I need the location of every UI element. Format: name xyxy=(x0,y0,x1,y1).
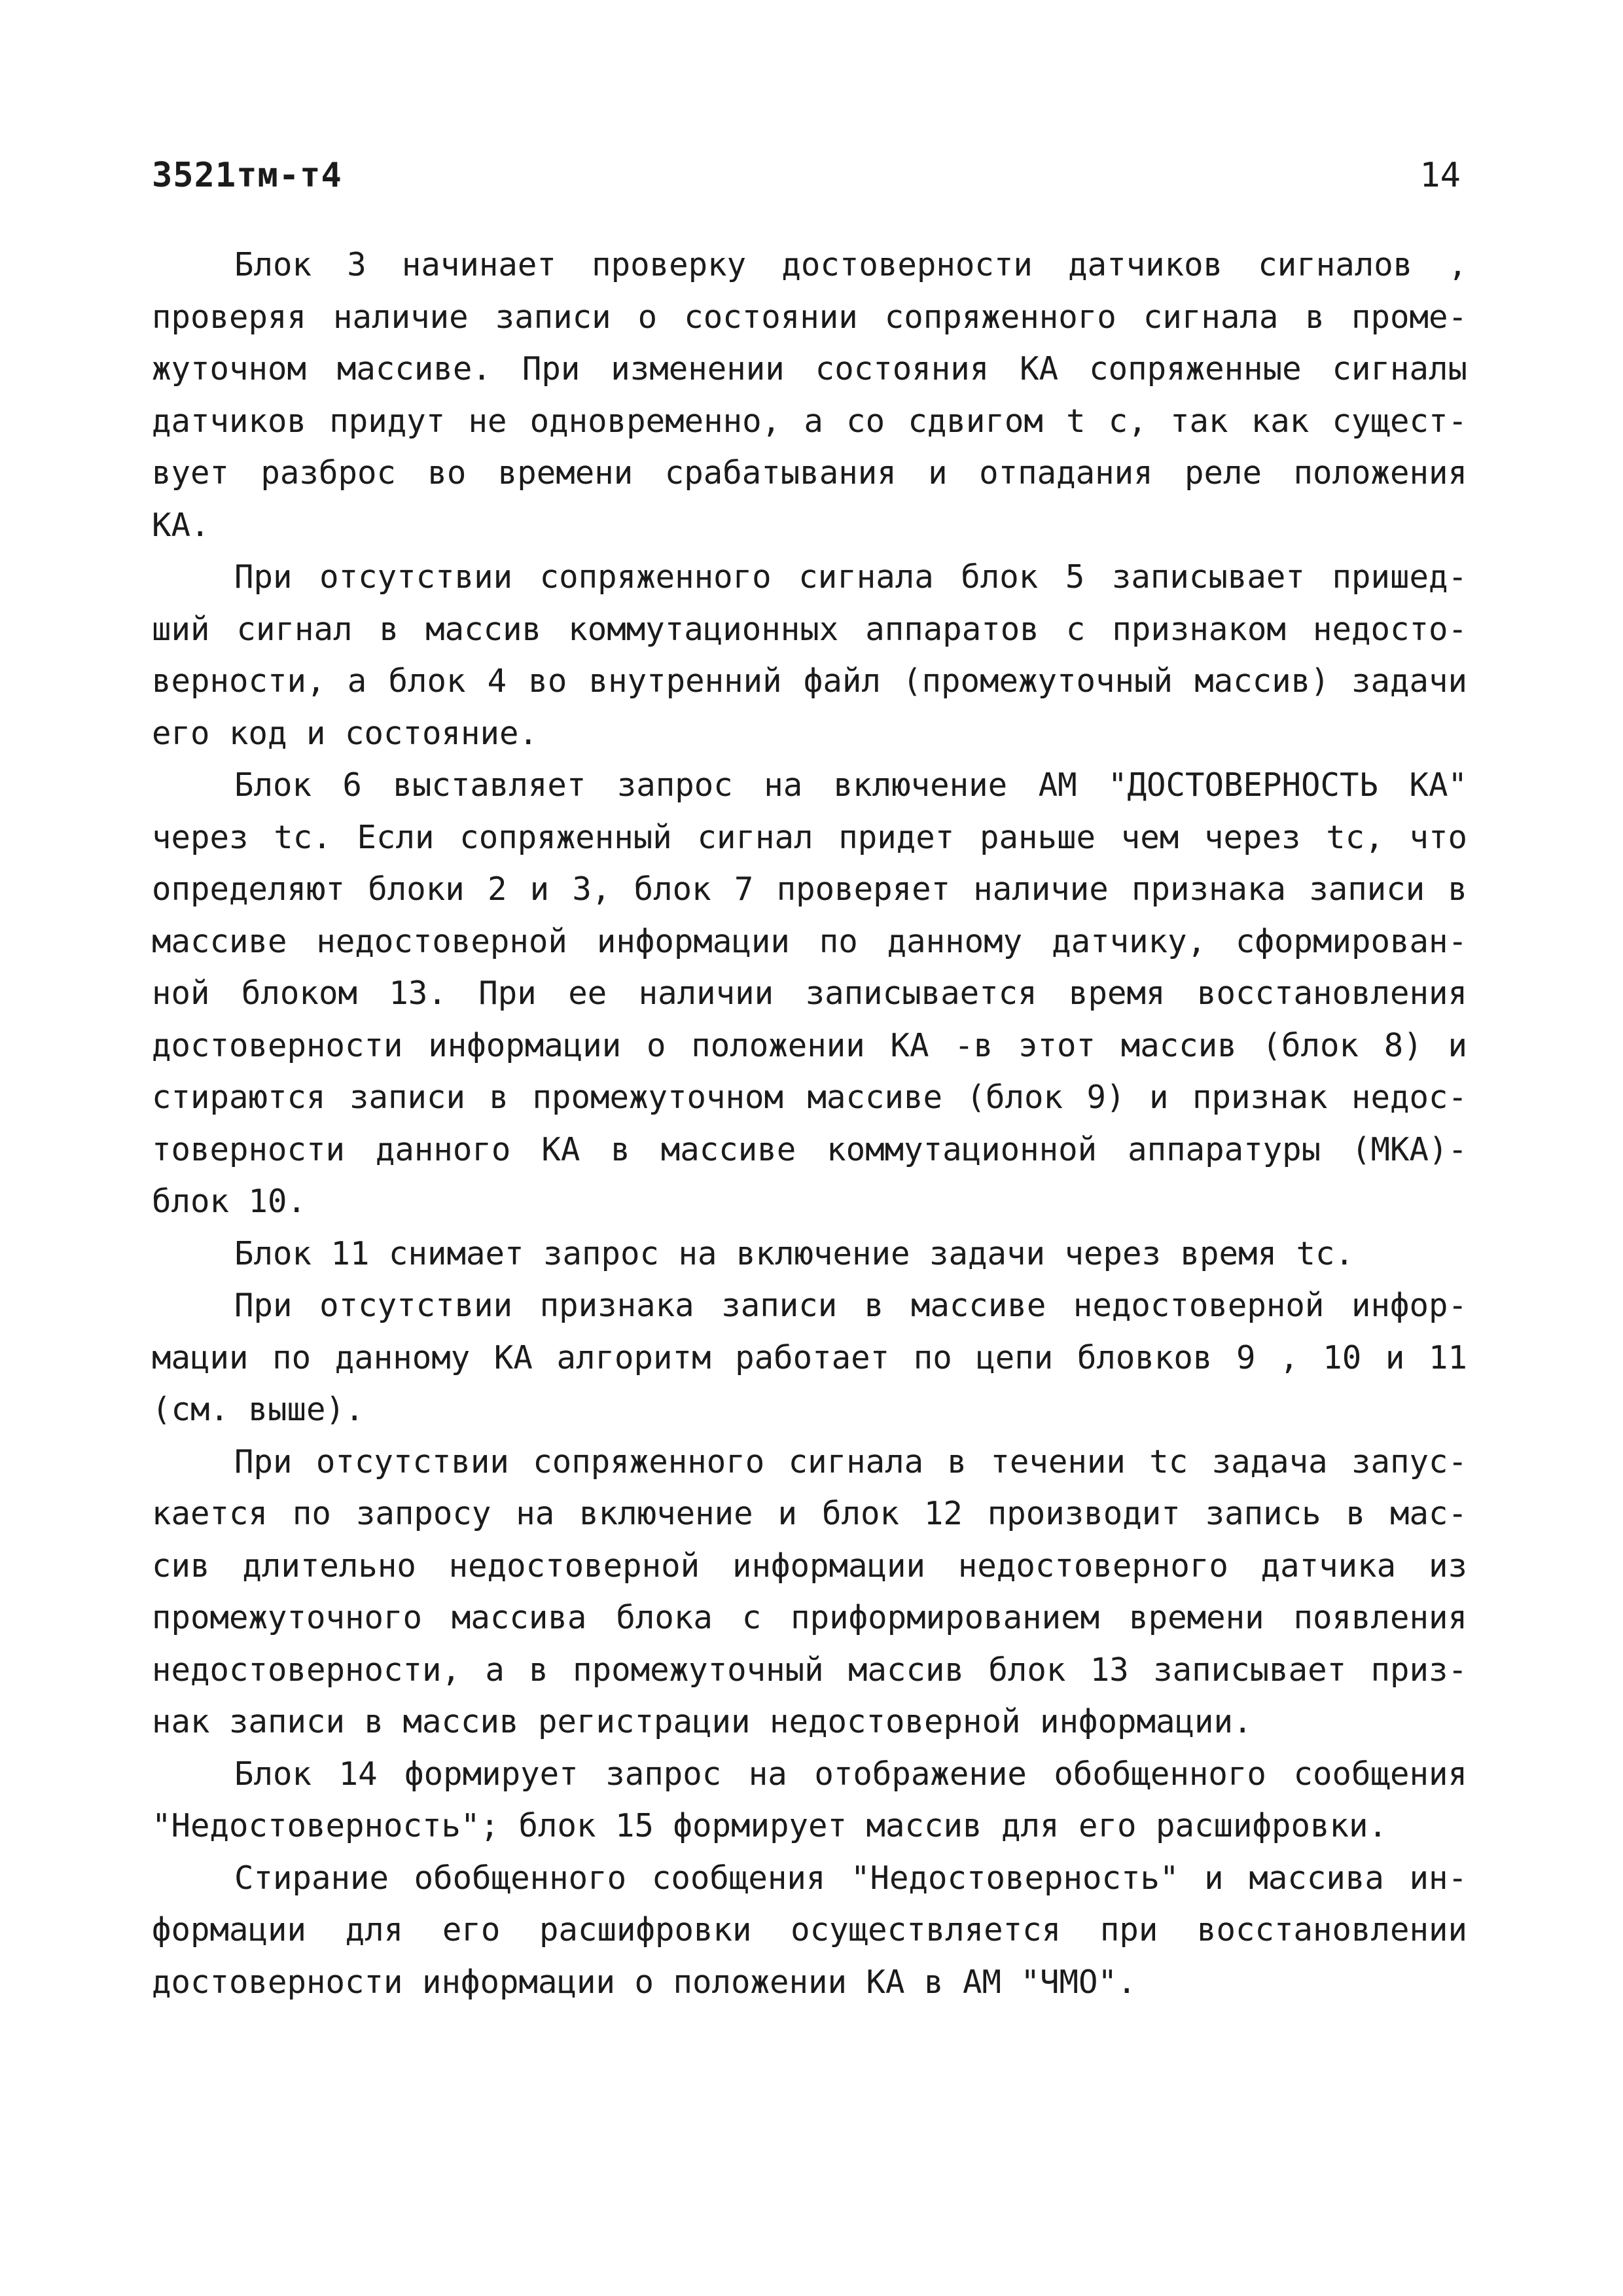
text-line: ший сигнал в массив коммутационных аппаратов с признаком недосто- xyxy=(152,610,1467,648)
text-line: верности, а блок 4 во внутренний файл (промежуточный массив) задачи xyxy=(152,662,1467,700)
paragraph xyxy=(152,551,1467,759)
text-line: массиве недостоверной информации по данному датчику, сформирован- xyxy=(152,922,1467,960)
text-line: Стирание обобщенного сообщения "Недостоверность" и массива ин- xyxy=(234,1859,1467,1897)
text-line: стираются записи в промежуточном массиве (блок 9) и признак недос- xyxy=(152,1079,1467,1116)
page-number: 14 xyxy=(1419,156,1461,195)
text-line: сив длительно недостоверной информации недостоверного датчика из xyxy=(152,1547,1467,1585)
paragraph xyxy=(152,1280,1467,1436)
paragraph xyxy=(152,759,1467,1228)
text-line: Блок 14 формирует запрос на отображение обобщенного сообщения xyxy=(234,1755,1467,1793)
text-line: кается по запросу на включение и блок 12 производит запись в мас- xyxy=(152,1495,1467,1532)
text-line: достоверности информации о положении КА -в этот массив (блок 8) и xyxy=(152,1026,1467,1064)
text-line: При отсутствии сопряженного сигнала блок 5 записывает пришед- xyxy=(234,558,1467,596)
text-line: достоверности информации о положении КА в АМ "ЧМО". xyxy=(152,1963,1137,2001)
text-line: Блок 11 снимает запрос на включение задачи через время tс. xyxy=(234,1234,1355,1272)
paragraph xyxy=(152,239,1467,551)
text-line: формации для его расшифровки осуществляется при восстановлении xyxy=(152,1911,1467,1948)
text-line: вует разброс во времени срабатывания и отпадания реле положения xyxy=(152,454,1467,492)
text-line: недостоверности, а в промежуточный массив блок 13 записывает приз- xyxy=(152,1651,1467,1689)
text-line: "Недостоверность"; блок 15 формирует массив для его расшифровки. xyxy=(152,1807,1388,1844)
text-line: датчиков придут не одновременно, а со сдвигом t с, так как сущест- xyxy=(152,402,1467,440)
text-line: определяют блоки 2 и 3, блок 7 проверяет наличие признака записи в xyxy=(152,870,1467,908)
text-line: Блок 6 выставляет запрос на включение АМ "ДОСТОВЕРНОСТЬ КА" xyxy=(234,766,1467,804)
paragraph xyxy=(152,1228,1467,1280)
text-line: блок 10. xyxy=(152,1183,307,1220)
document-code: 3521тм-т4 xyxy=(152,156,342,195)
paragraph xyxy=(152,1852,1467,2009)
page-header xyxy=(152,149,1461,202)
paragraph xyxy=(152,1748,1467,1852)
text-line: через tс. Если сопряженный сигнал придет раньше чем через tс, что xyxy=(152,818,1467,856)
text-line: проверяя наличие записи о состоянии сопряженного сигнала в проме- xyxy=(152,298,1467,336)
text-line: Блок 3 начинает проверку достоверности датчиков сигналов , xyxy=(234,246,1467,283)
text-line: промежуточного массива блока с приформированием времени появления xyxy=(152,1599,1467,1636)
text-line: товерности данного КА в массиве коммутационной аппаратуры (МКА)- xyxy=(152,1130,1467,1168)
text-line: При отсутствии признака записи в массиве недостоверной инфор- xyxy=(234,1287,1467,1324)
text-line: его код и состояние. xyxy=(152,714,539,752)
text-line: мации по данному КА алгоритм работает по цепи бловков 9 , 10 и 11 xyxy=(152,1338,1467,1376)
text-line: КА. xyxy=(152,506,210,544)
text-line: ной блоком 13. При ее наличии записывается время восстановления xyxy=(152,975,1467,1012)
text-line: нак записи в массив регистрации недостоверной информации. xyxy=(152,1703,1253,1740)
text-line: (см. выше). xyxy=(152,1391,365,1428)
text-line: жуточном массиве. При изменении состояния КА сопряженные сигналы xyxy=(152,350,1467,387)
text-line: При отсутствии сопряженного сигнала в течении tс задача запус- xyxy=(234,1443,1467,1480)
body-text xyxy=(152,239,1467,2008)
paragraph xyxy=(152,1436,1467,1748)
